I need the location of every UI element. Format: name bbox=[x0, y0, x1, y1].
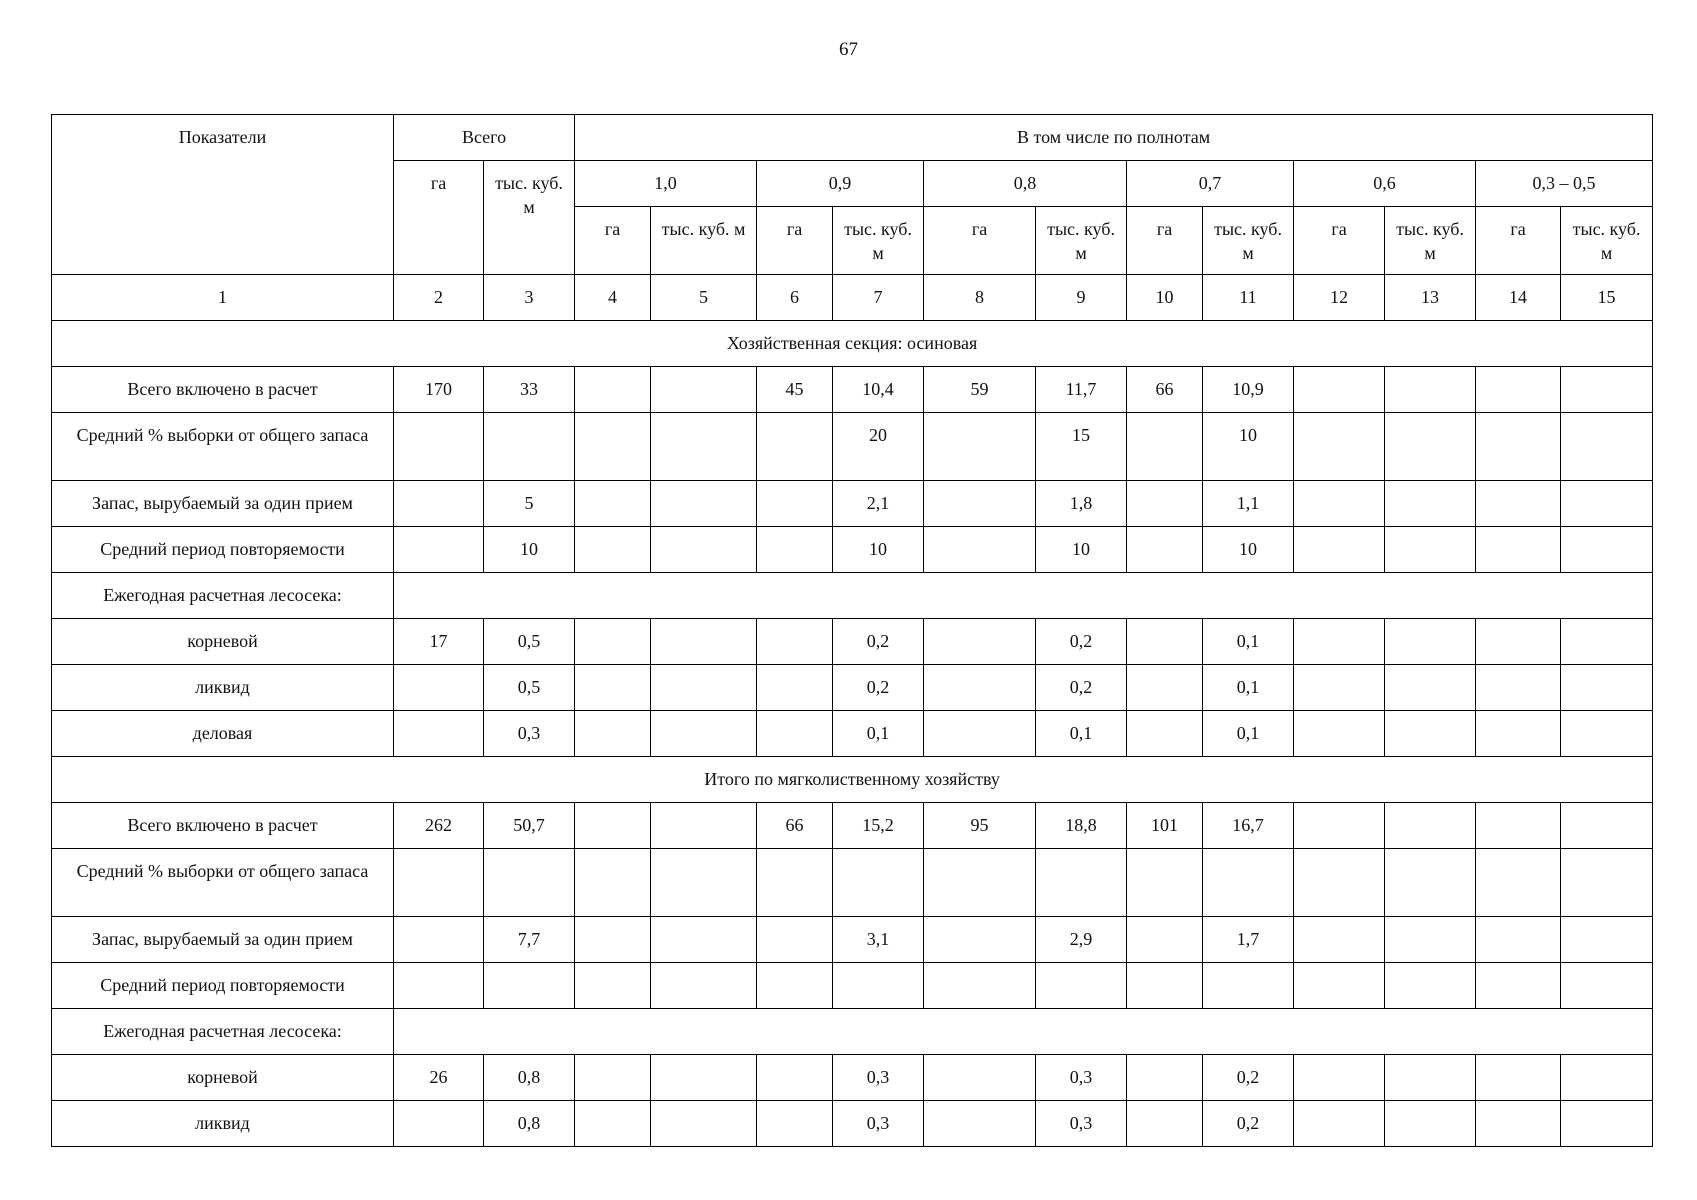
table-cell bbox=[1294, 367, 1385, 413]
table-cell bbox=[1561, 413, 1653, 481]
table-cell bbox=[924, 711, 1036, 757]
allowable-cut-table bbox=[51, 114, 1653, 1147]
table-cell: 0,2 bbox=[1203, 1101, 1294, 1147]
table-cell bbox=[1127, 849, 1203, 917]
table-row bbox=[52, 711, 1653, 757]
table-cell bbox=[757, 963, 833, 1009]
column-number: 11 bbox=[1203, 275, 1294, 321]
table-cell bbox=[1561, 1101, 1653, 1147]
table-cell bbox=[924, 1101, 1036, 1147]
table-cell bbox=[757, 413, 833, 481]
table-cell: 50,7 bbox=[484, 803, 575, 849]
column-number: 3 bbox=[484, 275, 575, 321]
column-number: 14 bbox=[1476, 275, 1561, 321]
table-cell bbox=[1385, 619, 1476, 665]
table-cell: 10 bbox=[1203, 527, 1294, 573]
table-cell: 3,1 bbox=[833, 917, 924, 963]
table-cell bbox=[1385, 711, 1476, 757]
subheader-ha-4: га bbox=[1127, 207, 1203, 275]
table-cell bbox=[651, 413, 757, 481]
section-title: Хозяйственная секция: осиновая bbox=[52, 321, 1653, 367]
column-number: 9 bbox=[1036, 275, 1127, 321]
table-cell: 0,3 bbox=[1036, 1055, 1127, 1101]
table-cell bbox=[394, 849, 484, 917]
column-number: 8 bbox=[924, 275, 1036, 321]
table-cell bbox=[484, 413, 575, 481]
table-cell bbox=[651, 803, 757, 849]
table-cell bbox=[651, 917, 757, 963]
table-cell bbox=[1476, 367, 1561, 413]
table-cell bbox=[833, 963, 924, 1009]
table-cell: 0,5 bbox=[484, 665, 575, 711]
table-cell bbox=[651, 665, 757, 711]
table-cell bbox=[924, 413, 1036, 481]
section-header-row bbox=[52, 321, 1653, 367]
column-number: 10 bbox=[1127, 275, 1203, 321]
table-row bbox=[52, 665, 1653, 711]
table-cell: 101 bbox=[1127, 803, 1203, 849]
table-cell bbox=[757, 1055, 833, 1101]
table-cell bbox=[394, 711, 484, 757]
table-cell bbox=[1385, 1101, 1476, 1147]
table-cell bbox=[1127, 711, 1203, 757]
table-cell bbox=[1127, 665, 1203, 711]
table-cell bbox=[1203, 849, 1294, 917]
table-cell bbox=[1036, 963, 1127, 1009]
table-row bbox=[52, 619, 1653, 665]
table-cell bbox=[924, 849, 1036, 917]
table-cell: 0,1 bbox=[1203, 711, 1294, 757]
table-row bbox=[52, 573, 1653, 619]
row-label: Ежегодная расчетная лесосека: bbox=[52, 1009, 394, 1055]
table-cell bbox=[924, 963, 1036, 1009]
subheader-ha-3: га bbox=[924, 207, 1036, 275]
header-density-5: 0,6 bbox=[1294, 161, 1476, 207]
table-cell bbox=[757, 481, 833, 527]
table-cell bbox=[1476, 963, 1561, 1009]
row-label: деловая bbox=[52, 711, 394, 757]
table-cell bbox=[1127, 917, 1203, 963]
table-cell: 0,2 bbox=[1036, 619, 1127, 665]
table-cell: 0,8 bbox=[484, 1055, 575, 1101]
column-numbers-row bbox=[52, 275, 1653, 321]
table-cell: 10 bbox=[484, 527, 575, 573]
table-cell bbox=[394, 917, 484, 963]
header-indicators: Показатели bbox=[52, 115, 394, 275]
row-label: корневой bbox=[52, 619, 394, 665]
row-label: ликвид bbox=[52, 1101, 394, 1147]
table-cell bbox=[757, 849, 833, 917]
table-cell bbox=[651, 963, 757, 1009]
table-cell bbox=[651, 367, 757, 413]
table-cell bbox=[1561, 917, 1653, 963]
table-cell: 0,3 bbox=[1036, 1101, 1127, 1147]
table-cell bbox=[1561, 619, 1653, 665]
table-cell bbox=[924, 1055, 1036, 1101]
table-cell: 20 bbox=[833, 413, 924, 481]
table-cell bbox=[484, 849, 575, 917]
table-cell bbox=[394, 963, 484, 1009]
table-cell bbox=[1385, 527, 1476, 573]
table-cell: 2,1 bbox=[833, 481, 924, 527]
table-cell bbox=[1476, 413, 1561, 481]
table-cell: 0,2 bbox=[833, 665, 924, 711]
table-cell bbox=[1385, 917, 1476, 963]
table-cell bbox=[394, 413, 484, 481]
table-cell bbox=[1127, 619, 1203, 665]
table-cell: 0,8 bbox=[484, 1101, 575, 1147]
table-cell bbox=[1294, 917, 1385, 963]
table-cell bbox=[757, 619, 833, 665]
table-cell: 5 bbox=[484, 481, 575, 527]
table-cell bbox=[1385, 1055, 1476, 1101]
subheader-volume-1: тыс. куб. м bbox=[651, 207, 757, 275]
column-number: 1 bbox=[52, 275, 394, 321]
table-cell bbox=[1561, 527, 1653, 573]
table-cell bbox=[1476, 665, 1561, 711]
table-cell bbox=[924, 917, 1036, 963]
table-cell bbox=[1294, 711, 1385, 757]
table-cell bbox=[1294, 1055, 1385, 1101]
table-cell: 16,7 bbox=[1203, 803, 1294, 849]
table-cell bbox=[1476, 1055, 1561, 1101]
row-label: Запас, вырубаемый за один прием bbox=[52, 917, 394, 963]
subheader-volume-4: тыс. куб. м bbox=[1203, 207, 1294, 275]
subheader-volume-3: тыс. куб. м bbox=[1036, 207, 1127, 275]
row-label: Запас, вырубаемый за один прием bbox=[52, 481, 394, 527]
row-label: Всего включено в расчет bbox=[52, 803, 394, 849]
table-cell: 0,1 bbox=[1036, 711, 1127, 757]
table-cell: 0,5 bbox=[484, 619, 575, 665]
header-density-1: 1,0 bbox=[575, 161, 757, 207]
row-label: Средний период повторяемости bbox=[52, 527, 394, 573]
table-cell bbox=[1561, 711, 1653, 757]
table-cell bbox=[1294, 803, 1385, 849]
table-cell bbox=[1127, 1055, 1203, 1101]
table-row bbox=[52, 917, 1653, 963]
header-row-1 bbox=[52, 115, 1653, 161]
table-cell bbox=[1561, 803, 1653, 849]
table-row bbox=[52, 963, 1653, 1009]
table-cell bbox=[757, 711, 833, 757]
table-cell bbox=[1294, 849, 1385, 917]
table-cell bbox=[1561, 849, 1653, 917]
table-cell bbox=[651, 849, 757, 917]
table-cell bbox=[651, 711, 757, 757]
table-cell bbox=[651, 619, 757, 665]
table-cell bbox=[1476, 619, 1561, 665]
table-cell: 0,3 bbox=[833, 1101, 924, 1147]
table-cell bbox=[924, 527, 1036, 573]
table-cell bbox=[1385, 413, 1476, 481]
table-row bbox=[52, 803, 1653, 849]
table-cell: 10,9 bbox=[1203, 367, 1294, 413]
row-label: Средний период повторяемости bbox=[52, 963, 394, 1009]
table-row bbox=[52, 849, 1653, 917]
header-density-6: 0,3 – 0,5 bbox=[1476, 161, 1653, 207]
table-cell: 0,2 bbox=[833, 619, 924, 665]
row-label: Всего включено в расчет bbox=[52, 367, 394, 413]
table-cell bbox=[757, 665, 833, 711]
table-cell: 11,7 bbox=[1036, 367, 1127, 413]
section-title: Итого по мягколиственному хозяйству bbox=[52, 757, 1653, 803]
header-total: Всего bbox=[394, 115, 575, 161]
subheader-ha-2: га bbox=[757, 207, 833, 275]
row-label: корневой bbox=[52, 1055, 394, 1101]
table-cell bbox=[1385, 367, 1476, 413]
table-cell bbox=[575, 711, 651, 757]
table-cell: 18,8 bbox=[1036, 803, 1127, 849]
row-label: ликвид bbox=[52, 665, 394, 711]
table-cell: 0,2 bbox=[1203, 1055, 1294, 1101]
table-cell: 262 bbox=[394, 803, 484, 849]
table-cell bbox=[1385, 481, 1476, 527]
table-cell bbox=[1561, 1055, 1653, 1101]
table-cell bbox=[1476, 711, 1561, 757]
table-cell bbox=[1294, 665, 1385, 711]
table-cell bbox=[484, 963, 575, 1009]
table-cell: 0,1 bbox=[833, 711, 924, 757]
table-cell bbox=[1561, 481, 1653, 527]
row-label: Средний % выборки от общего запаса bbox=[52, 849, 394, 917]
table-cell bbox=[1561, 367, 1653, 413]
table-cell bbox=[575, 527, 651, 573]
subheader-volume-2: тыс. куб. м bbox=[833, 207, 924, 275]
column-number: 15 bbox=[1561, 275, 1653, 321]
table-cell: 0,3 bbox=[484, 711, 575, 757]
table-cell bbox=[651, 527, 757, 573]
table-cell: 1,7 bbox=[1203, 917, 1294, 963]
table-cell: 59 bbox=[924, 367, 1036, 413]
table-cell: 7,7 bbox=[484, 917, 575, 963]
table-cell bbox=[757, 527, 833, 573]
table-cell bbox=[1294, 413, 1385, 481]
header-total-ha: га bbox=[394, 161, 484, 275]
table-row bbox=[52, 481, 1653, 527]
table-cell bbox=[575, 367, 651, 413]
table-cell: 10 bbox=[833, 527, 924, 573]
table-cell: 1,1 bbox=[1203, 481, 1294, 527]
table-cell bbox=[1385, 803, 1476, 849]
table-cell bbox=[924, 619, 1036, 665]
table-cell bbox=[575, 413, 651, 481]
column-number: 5 bbox=[651, 275, 757, 321]
table-row bbox=[52, 1101, 1653, 1147]
table-cell bbox=[394, 481, 484, 527]
table-cell bbox=[1036, 849, 1127, 917]
table-cell bbox=[651, 1055, 757, 1101]
table-cell bbox=[1476, 849, 1561, 917]
header-density-4: 0,7 bbox=[1127, 161, 1294, 207]
column-number: 12 bbox=[1294, 275, 1385, 321]
table-cell: 1,8 bbox=[1036, 481, 1127, 527]
table-cell bbox=[575, 665, 651, 711]
table-cell: 26 bbox=[394, 1055, 484, 1101]
table-cell bbox=[1476, 917, 1561, 963]
column-number: 13 bbox=[1385, 275, 1476, 321]
table-cell bbox=[833, 849, 924, 917]
table-row bbox=[52, 413, 1653, 481]
table-cell bbox=[1294, 619, 1385, 665]
table-cell bbox=[575, 481, 651, 527]
table-cell bbox=[394, 527, 484, 573]
table-cell: 66 bbox=[1127, 367, 1203, 413]
table-cell bbox=[1294, 963, 1385, 1009]
table-cell bbox=[1476, 527, 1561, 573]
table-cell: 95 bbox=[924, 803, 1036, 849]
table-cell bbox=[575, 963, 651, 1009]
table-cell bbox=[757, 917, 833, 963]
table-cell: 45 bbox=[757, 367, 833, 413]
section-header-row bbox=[52, 757, 1653, 803]
table-cell bbox=[575, 1101, 651, 1147]
table-cell bbox=[1203, 963, 1294, 1009]
subheader-volume-5: тыс. куб. м bbox=[1385, 207, 1476, 275]
table-cell bbox=[575, 619, 651, 665]
subheader-ha-6: га bbox=[1476, 207, 1561, 275]
table-cell bbox=[1127, 527, 1203, 573]
table-cell: 170 bbox=[394, 367, 484, 413]
table-cell: 0,3 bbox=[833, 1055, 924, 1101]
table-cell bbox=[575, 803, 651, 849]
table-cell bbox=[1294, 527, 1385, 573]
table-cell bbox=[1294, 481, 1385, 527]
table-row bbox=[52, 527, 1653, 573]
table-cell bbox=[575, 1055, 651, 1101]
table-cell bbox=[651, 1101, 757, 1147]
table-cell bbox=[1127, 1101, 1203, 1147]
table-cell bbox=[1294, 1101, 1385, 1147]
table-cell bbox=[757, 1101, 833, 1147]
subheader-ha-1: га bbox=[575, 207, 651, 275]
table-cell bbox=[1127, 413, 1203, 481]
table-cell bbox=[1385, 963, 1476, 1009]
table-cell: 10 bbox=[1036, 527, 1127, 573]
header-total-volume: тыс. куб. м bbox=[484, 161, 575, 275]
table-cell bbox=[394, 665, 484, 711]
table-cell: 66 bbox=[757, 803, 833, 849]
table-cell: 0,2 bbox=[1036, 665, 1127, 711]
column-number: 6 bbox=[757, 275, 833, 321]
empty-merged-cell bbox=[394, 1009, 1653, 1055]
table-row bbox=[52, 1009, 1653, 1055]
table-cell: 17 bbox=[394, 619, 484, 665]
table-cell bbox=[1476, 803, 1561, 849]
header-density-3: 0,8 bbox=[924, 161, 1127, 207]
table-cell: 10,4 bbox=[833, 367, 924, 413]
table-cell bbox=[575, 849, 651, 917]
table-cell: 2,9 bbox=[1036, 917, 1127, 963]
subheader-ha-5: га bbox=[1294, 207, 1385, 275]
table-cell bbox=[394, 1101, 484, 1147]
row-label: Средний % выборки от общего запаса bbox=[52, 413, 394, 481]
table-cell bbox=[1561, 665, 1653, 711]
column-number: 4 bbox=[575, 275, 651, 321]
column-number: 2 bbox=[394, 275, 484, 321]
header-density-2: 0,9 bbox=[757, 161, 924, 207]
table-cell bbox=[1476, 1101, 1561, 1147]
table-cell: 15,2 bbox=[833, 803, 924, 849]
subheader-volume-6: тыс. куб. м bbox=[1561, 207, 1653, 275]
table-cell bbox=[1127, 481, 1203, 527]
table-cell bbox=[1476, 481, 1561, 527]
table-cell: 0,1 bbox=[1203, 665, 1294, 711]
column-number: 7 bbox=[833, 275, 924, 321]
table-row bbox=[52, 1055, 1653, 1101]
table-cell bbox=[1385, 849, 1476, 917]
table-row bbox=[52, 367, 1653, 413]
table-cell: 0,1 bbox=[1203, 619, 1294, 665]
table-cell bbox=[575, 917, 651, 963]
table-cell bbox=[924, 665, 1036, 711]
table-cell: 33 bbox=[484, 367, 575, 413]
row-label: Ежегодная расчетная лесосека: bbox=[52, 573, 394, 619]
table-cell: 10 bbox=[1203, 413, 1294, 481]
table-cell bbox=[1385, 665, 1476, 711]
page-number: 67 bbox=[839, 39, 858, 60]
header-by-density: В том числе по полнотам bbox=[575, 115, 1653, 161]
table-cell bbox=[1561, 963, 1653, 1009]
table-cell bbox=[651, 481, 757, 527]
table-cell bbox=[924, 481, 1036, 527]
empty-merged-cell bbox=[394, 573, 1653, 619]
table-cell bbox=[1127, 963, 1203, 1009]
table-cell: 15 bbox=[1036, 413, 1127, 481]
